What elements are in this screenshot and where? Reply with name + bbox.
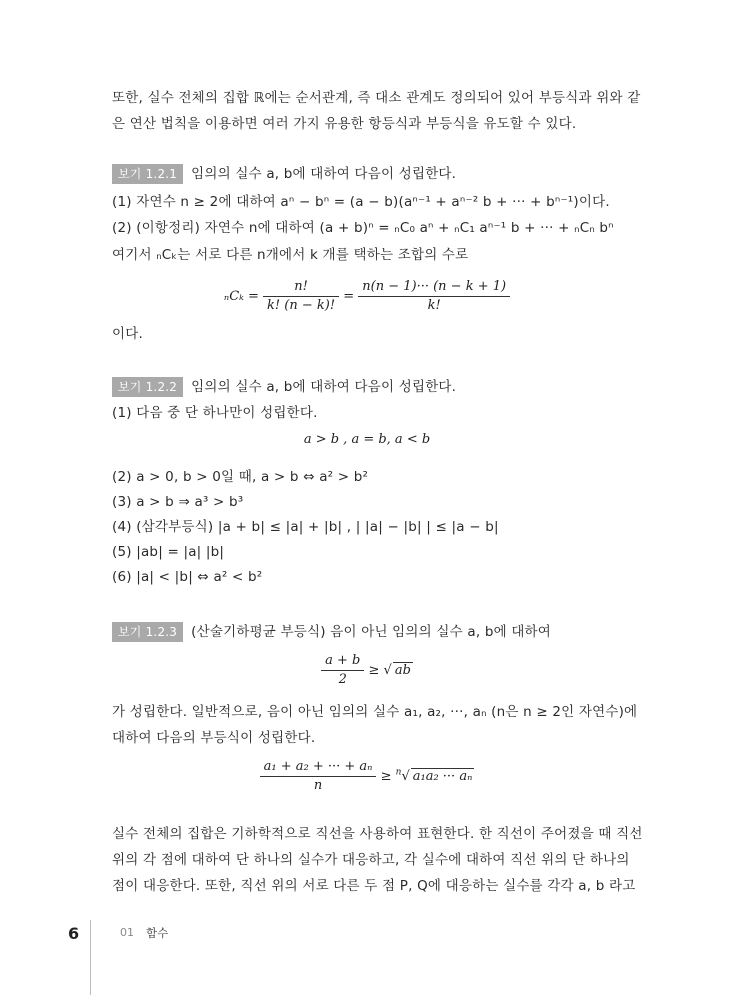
chapter-title: 함수 — [146, 926, 169, 940]
fraction-numerator: n(n − 1)··· (n − k + 1) — [358, 278, 510, 297]
formula-lhs: ₙCₖ = — [223, 289, 259, 304]
fraction-denominator: 2 — [338, 672, 347, 687]
chapter-number: 01 — [120, 926, 134, 939]
trichotomy-formula: a > b , a = b, a < b — [303, 432, 431, 447]
example-title: (산술기하평균 부등식) 음이 아닌 임의의 실수 a, b에 대하여 — [191, 624, 552, 640]
radical-icon: √ — [401, 769, 410, 784]
fraction-denominator: k! (n − k)! — [267, 298, 336, 313]
example-2-item-1: (1) 다음 중 단 하나만이 성립한다. — [112, 405, 318, 421]
footer-divider — [90, 920, 91, 995]
intro-line-1: 또한, 실수 전체의 집합 ℝ에는 순서관계, 즉 대소 관계도 정의되어 있어 부등식과 위와 같 — [112, 90, 641, 106]
fraction-numerator: a₁ + a₂ + ··· + aₙ — [260, 758, 377, 777]
outro-line-3: 점이 대응한다. 또한, 직선 위의 서로 다른 두 점 P, Q에 대응하는 실수를 각각 a, b 라고 — [112, 878, 636, 894]
am-gm-formula-2 — [112, 652, 622, 689]
geq-sign: ≥ — [368, 663, 380, 678]
outro-line-2: 위의 각 점에 대하여 단 하나의 실수가 대응하고, 각 실수에 대하여 직선 위의 단 하나의 — [112, 852, 630, 868]
fraction-denominator: k! — [427, 298, 441, 313]
geq-sign: ≥ — [380, 769, 392, 784]
outro-line-1: 실수 전체의 집합은 기하학적으로 직선을 사용하여 표현한다. 한 직선이 주어졌을 때 직선 — [112, 826, 643, 842]
formula-fraction-1 — [263, 278, 339, 315]
example-title: 임의의 실수 a, b에 대하여 다음이 성립한다. — [191, 379, 457, 395]
formula-fraction — [260, 758, 377, 795]
fraction-denominator: n — [313, 778, 323, 793]
example-badge: 보기 1.2.1 — [112, 164, 183, 184]
am-gm-formula-n — [112, 758, 622, 795]
radicand: a₁a₂ ··· aₙ — [412, 769, 473, 784]
example-1-closing: 이다. — [112, 326, 143, 342]
example-2-heading — [112, 373, 622, 401]
example-1-item-3: 여기서 ₙCₖ는 서로 다른 n개에서 k 개를 택하는 조합의 수로 — [112, 247, 469, 263]
formula-equals: = — [343, 289, 355, 304]
fraction-numerator: n! — [263, 278, 339, 297]
example-3-line-1: 가 성립한다. 일반적으로, 음이 아닌 임의의 실수 a₁, a₂, ···, aₙ (n은 n ≥ 2인 자연수)에 — [112, 704, 638, 720]
example-2-item-6: (6) |a| < |b| ⇔ a² < b² — [112, 569, 263, 585]
page-number: 6 — [68, 924, 80, 943]
example-3-line-2: 대하여 다음의 부등식이 성립한다. — [112, 730, 316, 746]
example-1-item-1: (1) 자연수 n ≥ 2에 대하여 aⁿ − bⁿ = (a − b)(aⁿ⁻¹ + aⁿ⁻² b + ··· + bⁿ⁻¹)이다. — [112, 194, 610, 210]
root-index: n — [395, 767, 402, 778]
radicand: ab — [394, 663, 411, 678]
example-2-item-2: (2) a > 0, b > 0일 때, a > b ⇔ a² > b² — [112, 469, 369, 485]
example-2-item-5: (5) |ab| = |a| |b| — [112, 544, 225, 560]
intro-line-2: 은 연산 법칙을 이용하면 여러 가지 유용한 항등식과 부등식을 유도할 수 있다. — [112, 116, 577, 132]
formula-fraction — [321, 652, 364, 689]
example-1-heading — [112, 160, 622, 188]
example-title: 임의의 실수 a, b에 대하여 다음이 성립한다. — [191, 166, 457, 182]
formula-fraction-2 — [358, 278, 510, 315]
example-2-item-4: (4) (삼각부등식) |a + b| ≤ |a| + |b| , | |a| − |b| | ≤ |a − b| — [112, 519, 499, 535]
radical-icon: √ — [383, 663, 392, 678]
example-3-heading — [112, 618, 622, 646]
example-2-item-3: (3) a > b ⇒ a³ > b³ — [112, 494, 244, 510]
combination-formula — [112, 278, 622, 315]
fraction-numerator: a + b — [321, 652, 364, 671]
example-badge: 보기 1.2.2 — [112, 377, 183, 397]
example-badge: 보기 1.2.3 — [112, 622, 183, 642]
example-1-item-2: (2) (이항정리) 자연수 n에 대하여 (a + b)ⁿ = ₙC₀ aⁿ + ₙC₁ aⁿ⁻¹ b + ··· + ₙCₙ bⁿ — [112, 220, 614, 236]
